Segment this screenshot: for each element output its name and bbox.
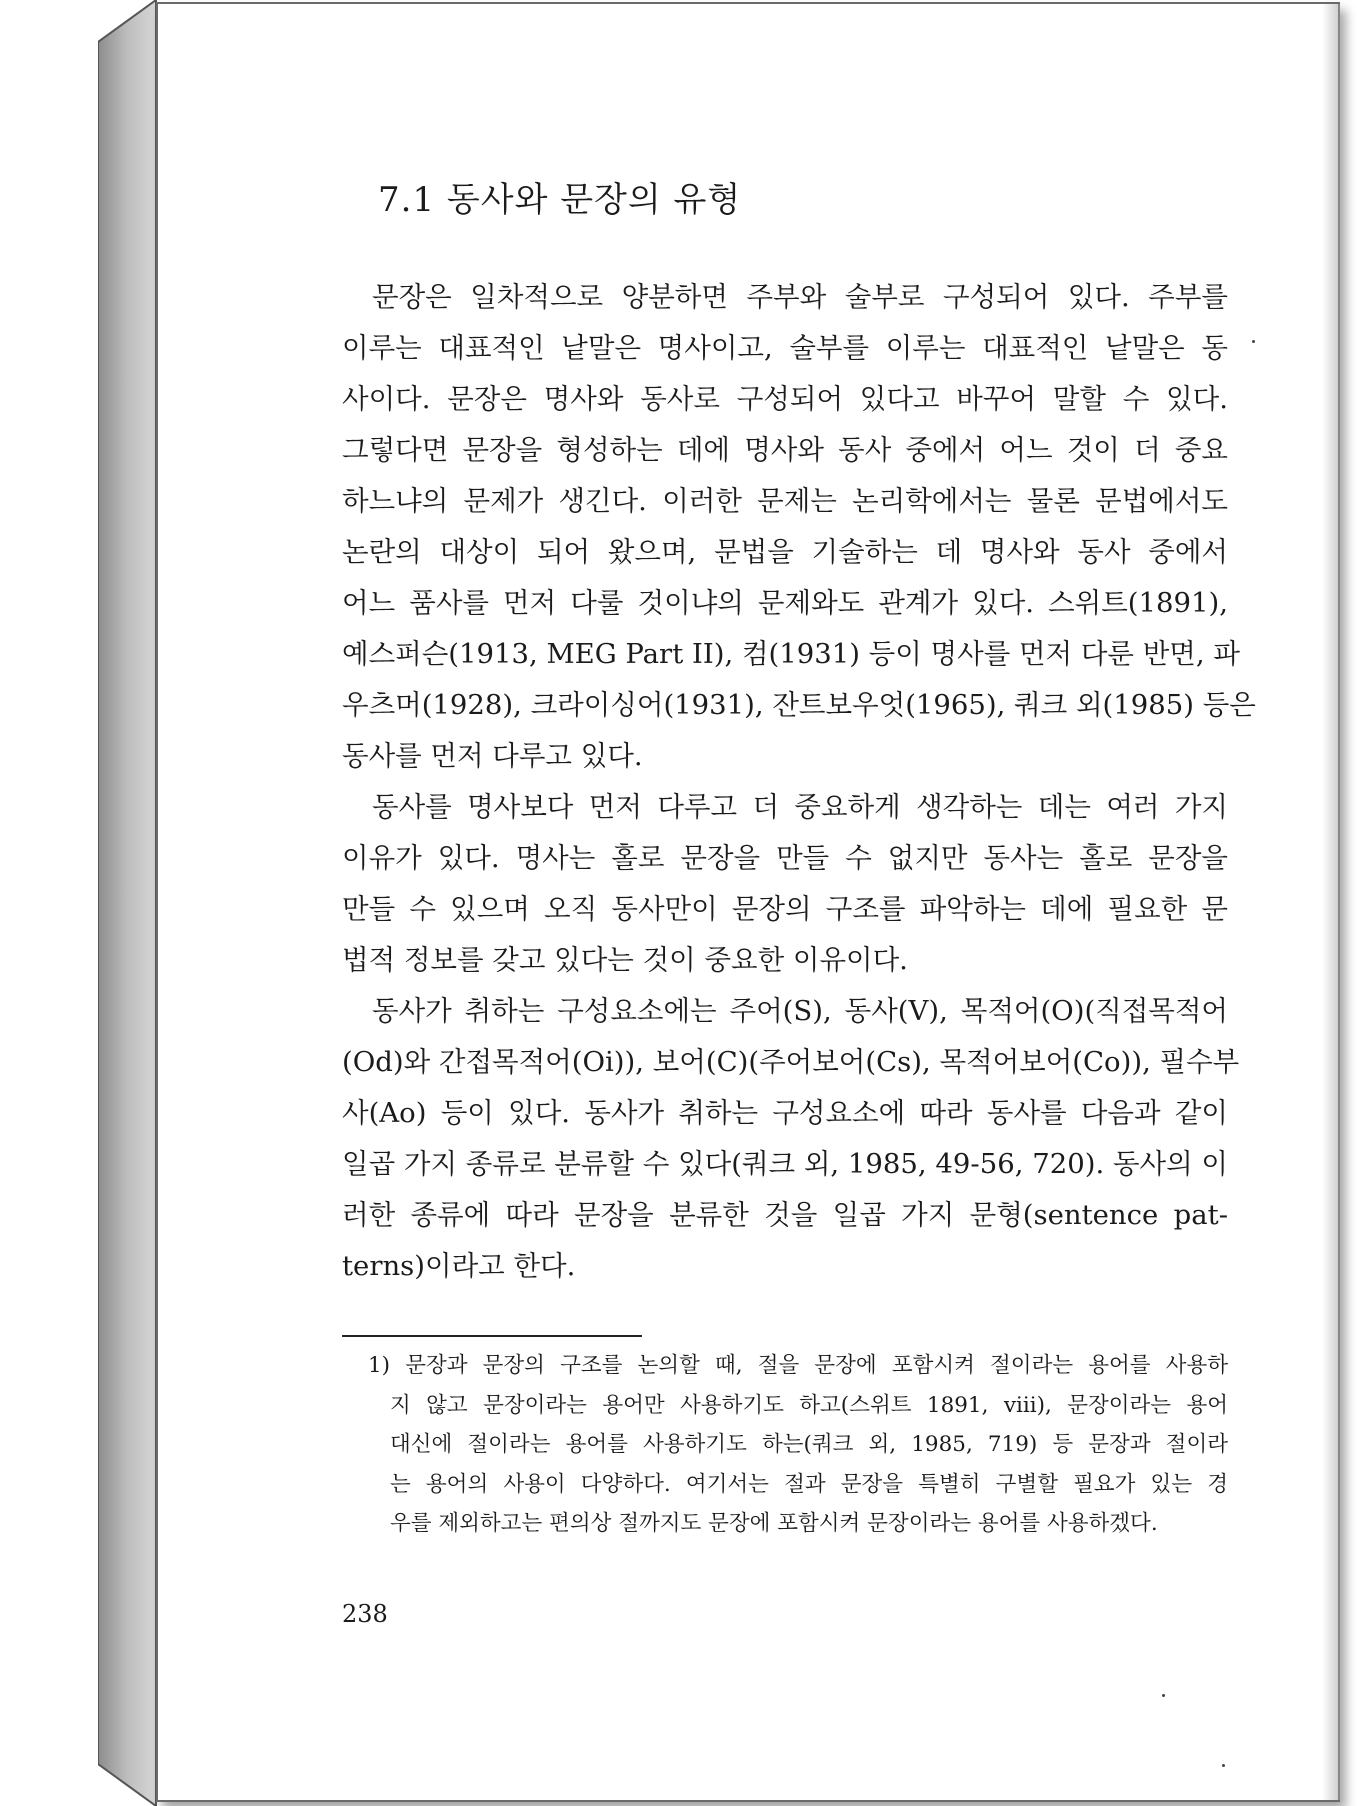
text-line: (Od)와 간접목적어(Oi)), 보어(C)(주어보어(Cs), 목적어보어(Co)), 필수부	[342, 1046, 1240, 1078]
footnotes	[368, 1346, 1228, 1544]
text-line: 이유가 있다. 명사는 홀로 문장을 만들 수 없지만 동사는 홀로 문장을	[342, 842, 1228, 874]
text-line: 논란의 대상이 되어 왔으며, 문법을 기술하는 데 명사와 동사 중에서	[342, 536, 1228, 568]
text-line: 사이다. 문장은 명사와 동사로 구성되어 있다고 바꾸어 말할 수 있다.	[342, 383, 1228, 415]
text-line: 사(Ao) 등이 있다. 동사가 취하는 구성요소에 따라 동사를 다음과 같이	[342, 1097, 1228, 1129]
scan-speck	[1162, 1694, 1165, 1697]
footnote-divider	[342, 1335, 642, 1337]
scan-speck	[1222, 1764, 1225, 1767]
text-line: 문장은 일차적으로 양분하면 주부와 술부로 구성되어 있다. 주부를	[372, 281, 1228, 313]
text-line: 법적 정보를 갖고 있다는 것이 중요한 이유이다.	[342, 944, 908, 976]
text-line: terns)이라고 한다.	[342, 1250, 576, 1282]
body-text	[342, 272, 1256, 1292]
footnote-line: 대신에 절이라는 용어를 사용하기도 하는(쿼크 외, 1985, 719) 등 문장과 절이라	[390, 1432, 1228, 1457]
scan-speck	[1252, 340, 1255, 343]
section-title: 7.1 동사와 문장의 유형	[378, 180, 742, 220]
text-line: 러한 종류에 따라 문장을 분류한 것을 일곱 가지 문형(sentence pat-	[342, 1199, 1228, 1231]
text-line: 그렇다면 문장을 형성하는 데에 명사와 동사 중에서 어느 것이 더 중요	[342, 434, 1228, 466]
text-line: 만들 수 있으며 오직 동사만이 문장의 구조를 파악하는 데에 필요한 문	[342, 893, 1228, 925]
text-line: 동사가 취하는 구성요소에는 주어(S), 동사(V), 목적어(O)(직접목적어	[372, 995, 1228, 1027]
page-number: 238	[342, 1600, 388, 1628]
page-edge-shade	[1322, 4, 1340, 1800]
book-spine	[98, 0, 160, 1806]
text-line: 어느 품사를 먼저 다룰 것이냐의 문제와도 관계가 있다. 스위트(1891),	[342, 587, 1228, 619]
footnote-line: 지 않고 문장이라는 용어만 사용하기도 하고(스위트 1891, viii), 문장이라는 용어	[390, 1392, 1228, 1418]
footnote-line: 1) 문장과 문장의 구조를 논의할 때, 절을 문장에 포함시켜 절이라는 용어를 사용하	[368, 1353, 1228, 1378]
footnote-line: 는 용어의 사용이 다양하다. 여기서는 절과 문장을 특별히 구별할 필요가 있는 경	[390, 1471, 1228, 1497]
text-line: 이루는 대표적인 낱말은 명사이고, 술부를 이루는 대표적인 낱말은 동	[342, 332, 1228, 364]
footnote-line: 우를 제외하고는 편의상 절까지도 문장에 포함시켜 문장이라는 용어를 사용하겠다.	[390, 1511, 1158, 1536]
text-line: 일곱 가지 종류로 분류할 수 있다(쿼크 외, 1985, 49-56, 720). 동사의 이	[342, 1148, 1228, 1180]
text-line: 우츠머(1928), 크라이싱어(1931), 잔트보우엇(1965), 쿼크 외(1985) 등은	[342, 689, 1256, 721]
page	[156, 2, 1340, 1802]
text-line: 하느냐의 문제가 생긴다. 이러한 문제는 논리학에서는 물론 문법에서도	[342, 485, 1228, 517]
text-line: 동사를 먼저 다루고 있다.	[342, 740, 643, 772]
text-line: 예스퍼슨(1913, MEG Part II), 컴(1931) 등이 명사를 먼저 다룬 반면, 파	[342, 638, 1240, 670]
text-line: 동사를 명사보다 먼저 다루고 더 중요하게 생각하는 데는 여러 가지	[372, 791, 1228, 823]
